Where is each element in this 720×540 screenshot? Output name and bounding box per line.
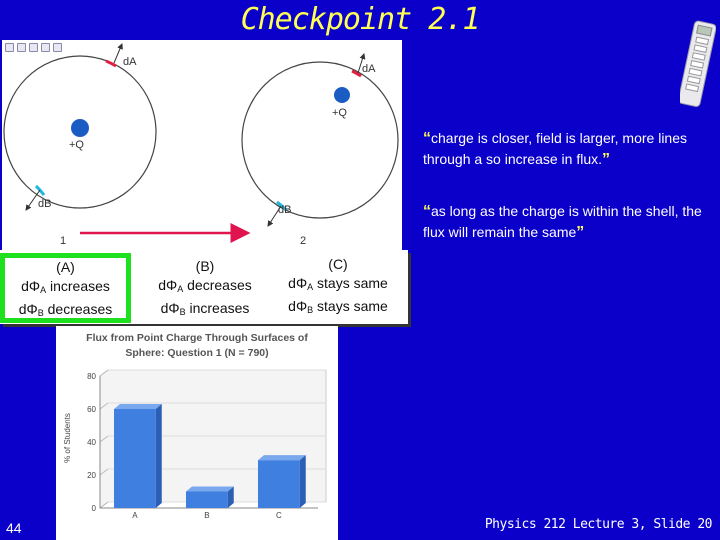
slide-footer: Physics 212 Lecture 3, Slide 20 (484, 517, 712, 532)
bar (186, 492, 228, 509)
answer-options (0, 250, 408, 324)
normal-dA-left (114, 44, 122, 63)
option-text: decreases (43, 301, 113, 317)
close-quote-mark: ” (602, 151, 610, 168)
option-line-b (275, 297, 401, 320)
bar (114, 409, 156, 508)
x-tick-label: C (275, 511, 282, 520)
open-quote-mark: “ (423, 203, 431, 220)
y-tick-label: 60 (87, 405, 96, 414)
option-text: decreases (183, 277, 252, 293)
bar-top (114, 404, 162, 409)
phi-symbol: dΦ (288, 298, 308, 314)
slide-number: 44 (6, 520, 22, 536)
subscript: B (307, 305, 314, 315)
phi-symbol: dΦ (160, 300, 180, 316)
label-dA-right: dA (362, 63, 376, 75)
clicker-remote-icon (680, 20, 716, 110)
option-text: stays same (313, 298, 388, 314)
sphere-right (242, 62, 398, 218)
option-c[interactable] (275, 255, 401, 320)
option-line-a (143, 276, 267, 299)
quote-text: as long as the charge is within the shell, the flux will remain the same (423, 203, 702, 240)
bar-top (258, 455, 306, 460)
results-chart (56, 326, 338, 540)
label-position-2: 2 (300, 235, 307, 247)
bar-side (300, 455, 306, 508)
option-header: (C) (328, 256, 348, 272)
subscript: A (40, 285, 47, 295)
y-tick-label: 0 (91, 504, 96, 513)
label-dA-left: dA (123, 56, 137, 68)
option-text: stays same (313, 275, 388, 291)
quote-text: charge is closer, field is larger, more lines through a so increase in flux. (423, 130, 687, 167)
option-header: (B) (195, 258, 215, 274)
close-quote-mark: ” (576, 224, 585, 241)
phi-symbol: dΦ (158, 277, 178, 293)
bar-chart-svg (56, 326, 338, 540)
x-tick-label: A (132, 511, 138, 520)
charge-right (334, 87, 350, 103)
x-tick-label: B (204, 511, 210, 520)
subscript: B (179, 307, 186, 317)
label-dB-right: dB (278, 204, 292, 216)
subscript: B (37, 308, 44, 318)
charge-left (71, 119, 89, 137)
sphere-figure (2, 40, 402, 250)
label-dB-left: dB (38, 198, 52, 210)
bar-side (156, 404, 162, 508)
option-header: (A) (56, 259, 75, 275)
option-line-b (143, 299, 267, 322)
student-quote-1 (423, 128, 713, 170)
label-position-1: 1 (60, 235, 67, 247)
chart-ylabel: % of Students (63, 413, 72, 463)
option-line-a (275, 274, 401, 297)
option-line-a (5, 277, 126, 300)
student-quote-2 (423, 201, 713, 243)
chart-title: Flux from Point Charge Through Surfaces of (86, 332, 308, 344)
open-quote-mark: “ (423, 130, 431, 147)
bar-top (186, 487, 234, 492)
y-tick-label: 40 (87, 438, 96, 447)
slide-title: Checkpoint 2.1 (240, 2, 480, 37)
phi-symbol: dΦ (21, 278, 41, 294)
bar (258, 460, 300, 508)
phi-symbol: dΦ (18, 301, 38, 317)
subscript: A (307, 282, 314, 292)
option-line-b (5, 300, 126, 323)
y-tick-label: 80 (87, 372, 96, 381)
subscript: A (177, 284, 184, 294)
option-text: increases (46, 278, 110, 294)
label-charge-left: +Q (69, 139, 84, 151)
option-b[interactable] (143, 257, 267, 322)
chart-title: Sphere: Question 1 (N = 790) (125, 347, 269, 359)
option-a[interactable] (0, 253, 131, 323)
patch-dA-right (352, 71, 361, 76)
y-tick-label: 20 (87, 471, 96, 480)
label-charge-right: +Q (332, 107, 347, 119)
sphere-diagram (2, 40, 402, 250)
option-text: increases (185, 300, 250, 316)
phi-symbol: dΦ (288, 275, 308, 291)
